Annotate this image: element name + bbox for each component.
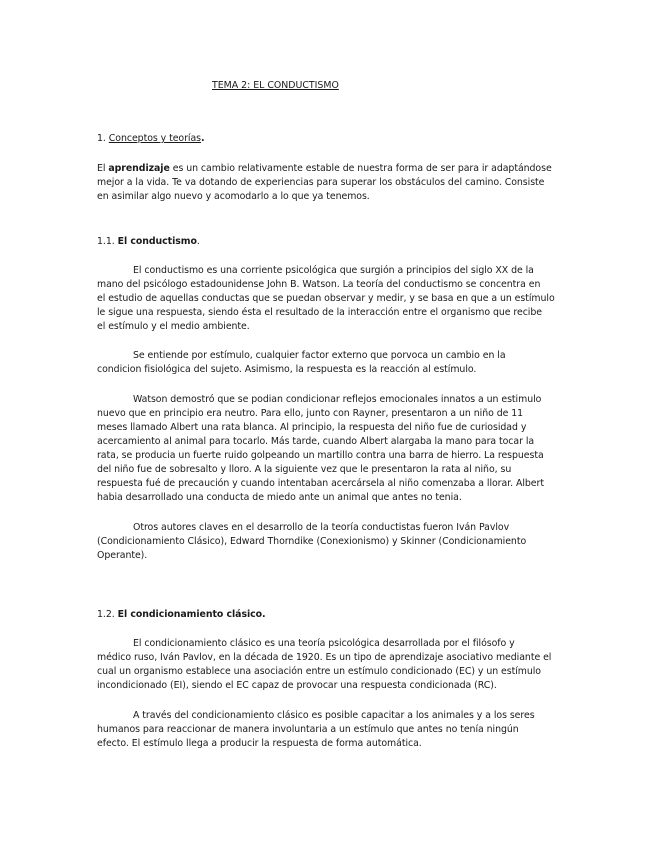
paragraph-line: efecto. El estímulo llega a producir la respuesta de forma automática.: [97, 738, 422, 749]
paragraph-line: mano del psicólogo estadounidense John B. Watson. La teoría del conductismo se concentra en: [97, 279, 541, 290]
section-number: 1.2.: [97, 609, 118, 620]
paragraph-line: rata, se producia un fuerte ruido golpeando un martillo contra una barra de hierro. La respuesta: [97, 450, 544, 461]
paragraph-line: en asimilar algo nuevo y acomodarlo a lo que ya tenemos.: [97, 191, 370, 202]
paragraph-line: incondicionado (EI), siendo el EC capaz de provocar una respuesta condicionada (RC).: [97, 680, 497, 691]
section-title: El conductismo: [117, 236, 197, 247]
paragraph-line: A través del condicionamiento clásico es posible capacitar a los animales y a los seres: [133, 710, 535, 721]
paragraph-line: El condicionamiento clásico es una teoría psicológica desarrollada por el filósofo y: [133, 638, 515, 649]
paragraph-line: habia desarrollado una conducta de miedo ante un animal que antes no tenia.: [97, 492, 462, 503]
paragraph-line: acercamiento al animal para tocarlo. Más tarde, cuando Albert alargaba la mano para tocar la: [97, 436, 535, 447]
section-title-suffix: .: [196, 236, 200, 247]
paragraph-line: el estímulo y el medio ambiente.: [97, 321, 250, 332]
paragraph-line: Otros autores claves en el desarrollo de la teoría conductistas fueron Iván Pavlov: [133, 522, 510, 533]
section-heading: [97, 132, 205, 145]
text-span: es un cambio relativamente estable de nuestra forma de ser para ir adaptándose: [169, 163, 552, 174]
section-number: 1.: [97, 133, 109, 144]
paragraph-line: Watson demostró que se podian condicionar reflejos emocionales innatos a un estimulo: [133, 394, 542, 405]
paragraph-line: Operante).: [97, 550, 148, 561]
section-title: Conceptos y teorías: [108, 133, 202, 144]
paragraph-line: (Condicionamiento Clásico), Edward Thorndike (Conexionismo) y Skinner (Condicionamiento: [97, 536, 527, 547]
paragraph-line: meses llamado Albert una rata blanca. Al principio, la respuesta del niño fue de curiosidad y: [97, 422, 527, 433]
paragraph-line: El conductismo es una corriente psicológica que surgión a principios del siglo XX de la: [133, 265, 534, 276]
paragraph-line: Se entiende por estímulo, cualquier factor externo que porvoca un cambio en la: [133, 350, 506, 361]
paragraph-line: cual un organismo establece una asociación entre un estímulo condicionado (EC) y un estímulo: [97, 666, 541, 677]
section-heading: [97, 608, 266, 621]
paragraph-line: [97, 162, 552, 175]
section-title: El condicionamiento clásico.: [117, 609, 266, 620]
page-title: TEMA 2: EL CONDUCTISMO: [212, 80, 339, 91]
text-span: El: [97, 163, 109, 174]
section-title-suffix: .: [201, 133, 205, 144]
bold-term: aprendizaje: [108, 163, 170, 174]
paragraph-line: humanos para reaccionar de manera involuntaria a un estímulo que antes no tenía ningún: [97, 724, 519, 735]
paragraph-line: del niño fue de sobresalto y lloro. A la siguiente vez que le presentaron la rata al niño, su: [97, 464, 512, 475]
paragraph-line: respuesta fué de precaución y cuando intentaban acercársela al niño comenzaba a llorar. Albert: [97, 478, 544, 489]
paragraph-line: mejor a la vida. Te va dotando de experiencias para superar los obstáculos del camino. Consiste: [97, 177, 545, 188]
section-heading: [97, 235, 200, 248]
section-number: 1.1.: [97, 236, 118, 247]
paragraph-line: médico ruso, Iván Pavlov, en la década de 1920. Es un tipo de aprendizaje asociativo mediante el: [97, 652, 552, 663]
paragraph-line: el estudio de aquellas conductas que se puedan observar y medir, y se basa en que a un estímulo: [97, 293, 555, 304]
paragraph-line: condicion fisiológica del sujeto. Asimismo, la respuesta es la reacción al estímulo.: [97, 364, 477, 375]
paragraph-line: nuevo que en principio era neutro. Para ello, junto con Rayner, presentaron a un niño de 11: [97, 408, 524, 419]
paragraph-line: le sigue una respuesta, siendo ésta el resultado de la interacción entre el organismo que recibe: [97, 307, 542, 318]
